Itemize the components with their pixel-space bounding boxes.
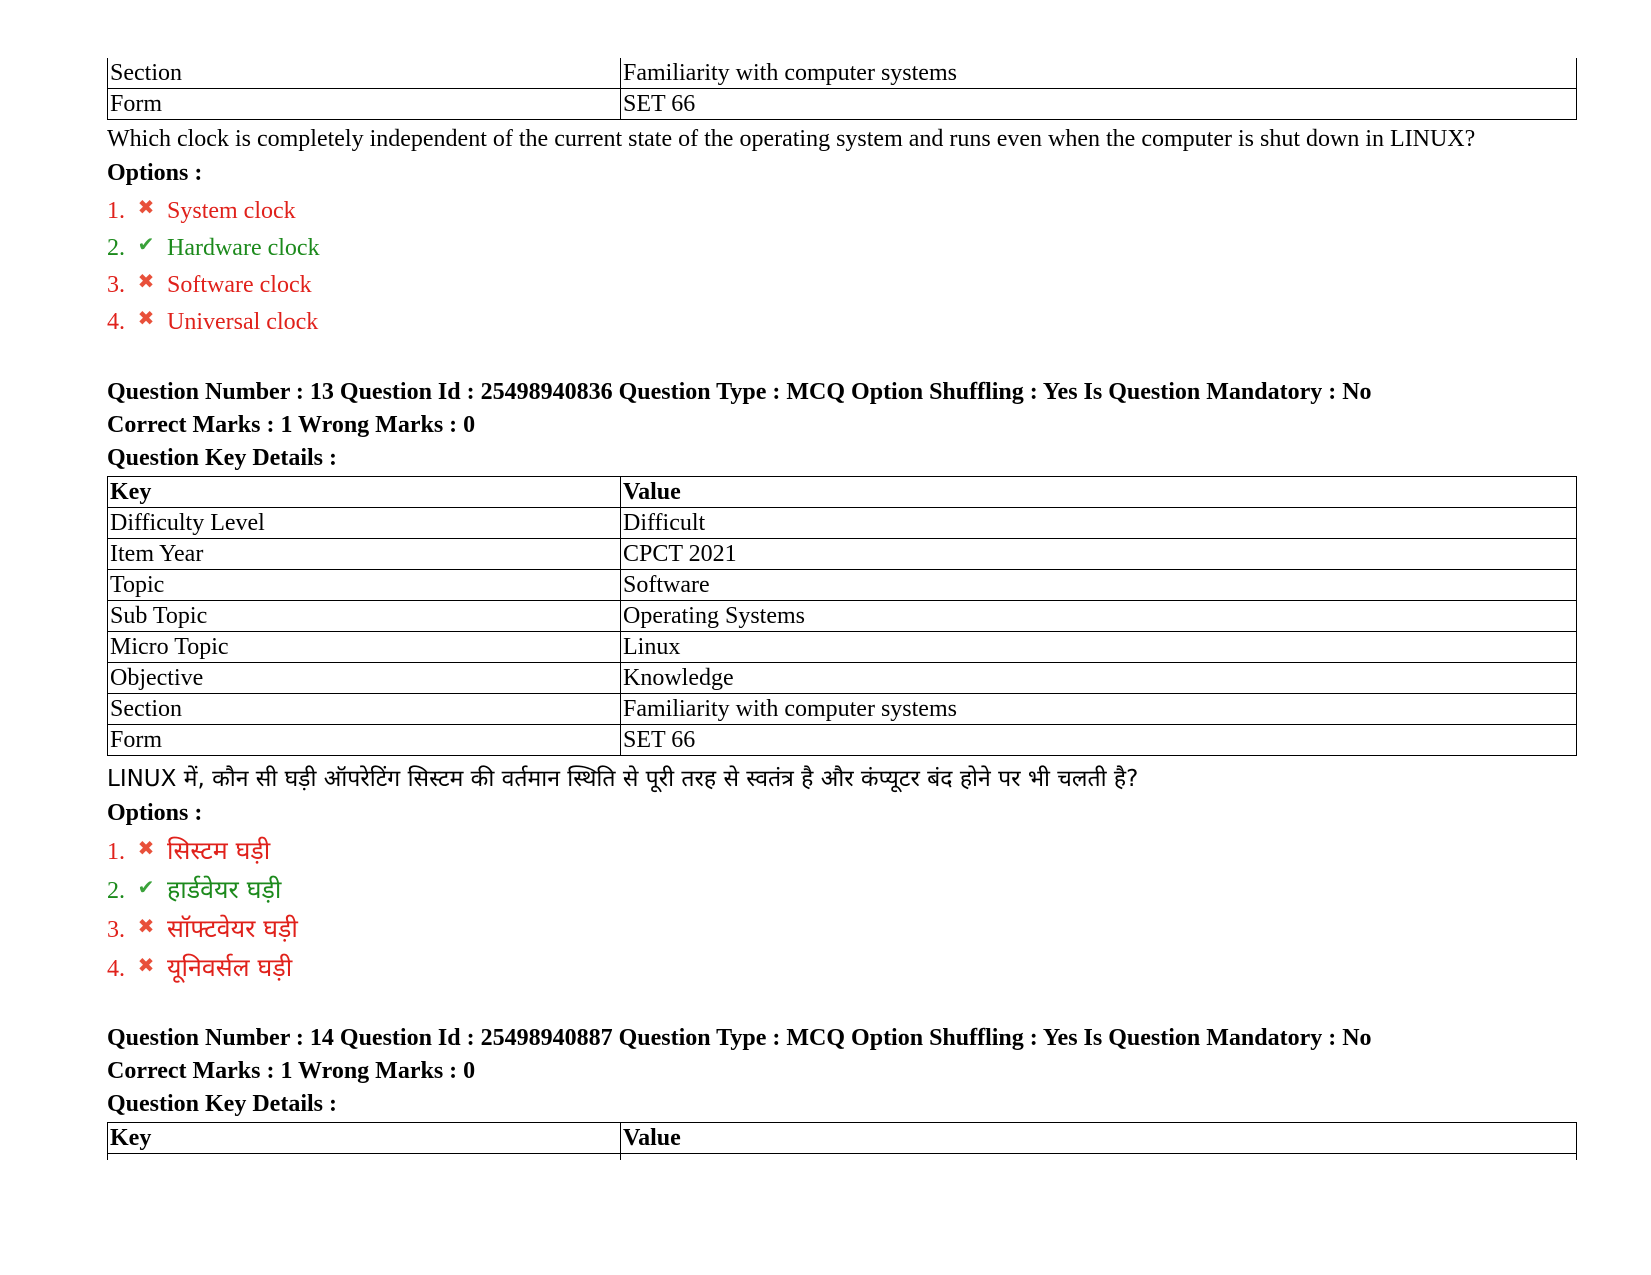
- key-cell: Section: [108, 694, 621, 725]
- option-number: 2.: [107, 235, 125, 261]
- table-row: [108, 694, 1577, 725]
- value-cell: Operating Systems: [621, 601, 1577, 632]
- key-cell: Objective: [108, 663, 621, 694]
- value-cell: CPCT 2021: [621, 539, 1577, 570]
- value-cell: Familiarity with computer systems: [621, 58, 1577, 89]
- option-text: हार्डवेयर घड़ी: [167, 875, 282, 904]
- cross-icon: ✖: [137, 955, 155, 977]
- option-text: System clock: [167, 198, 296, 224]
- option-number: 1.: [107, 198, 125, 224]
- option-3: [107, 908, 1577, 947]
- question-14-marks: Correct Marks : 1 Wrong Marks : 0: [107, 1058, 476, 1084]
- question-14-key-details-table: [107, 1122, 1577, 1160]
- table-row: [108, 508, 1577, 539]
- key-cell: [108, 1154, 621, 1161]
- option-number: 3.: [107, 272, 125, 298]
- cross-icon: ✖: [137, 308, 155, 330]
- options-label: Options :: [107, 160, 203, 186]
- table-row: [108, 58, 1577, 89]
- option-3: [107, 264, 1577, 301]
- key-cell: Micro Topic: [108, 632, 621, 663]
- key-cell: Topic: [108, 570, 621, 601]
- key-cell: Sub Topic: [108, 601, 621, 632]
- option-2: [107, 869, 1577, 908]
- cross-icon: ✖: [137, 197, 155, 219]
- key-header: Key: [108, 1123, 621, 1154]
- table-row-partial: [108, 1154, 1577, 1161]
- value-cell: Knowledge: [621, 663, 1577, 694]
- key-cell: Difficulty Level: [108, 508, 621, 539]
- option-4: [107, 301, 1577, 338]
- question-14-header: Question Number : 14 Question Id : 25498940887 Question Type : MCQ Option Shuffling : Yes Is Question Mandatory : No: [107, 1025, 1372, 1051]
- prev-key-details-table: [107, 58, 1577, 120]
- table-row: [108, 725, 1577, 756]
- key-header: Key: [108, 477, 621, 508]
- value-cell: [621, 1154, 1577, 1161]
- question-12-options: [107, 190, 1577, 338]
- table-row: [108, 539, 1577, 570]
- value-cell: Linux: [621, 632, 1577, 663]
- table-row: [108, 663, 1577, 694]
- question-13-marks: Correct Marks : 1 Wrong Marks : 0: [107, 412, 476, 438]
- question-13-options: [107, 830, 1577, 986]
- document-page: [107, 58, 1577, 1160]
- option-4: [107, 947, 1577, 986]
- option-text: Hardware clock: [167, 235, 320, 261]
- value-cell: SET 66: [621, 89, 1577, 120]
- key-cell: Form: [108, 725, 621, 756]
- table-row: [108, 89, 1577, 120]
- value-cell: Difficult: [621, 508, 1577, 539]
- table-header-row: [108, 1123, 1577, 1154]
- question-13-key-details-table: [107, 476, 1577, 756]
- value-cell: Familiarity with computer systems: [621, 694, 1577, 725]
- check-icon: ✔: [137, 234, 155, 256]
- option-2: [107, 227, 1577, 264]
- question-14-key-details-label: Question Key Details :: [107, 1091, 337, 1117]
- option-number: 4.: [107, 309, 125, 335]
- key-cell: Form: [108, 89, 621, 120]
- value-cell: SET 66: [621, 725, 1577, 756]
- key-cell: Item Year: [108, 539, 621, 570]
- options-label: Options :: [107, 800, 203, 826]
- value-cell: Software: [621, 570, 1577, 601]
- option-number: 3.: [107, 917, 125, 943]
- option-text: यूनिवर्सल घड़ी: [167, 953, 293, 982]
- key-cell: Section: [108, 58, 621, 89]
- option-number: 1.: [107, 839, 125, 865]
- option-1: [107, 830, 1577, 869]
- option-text: सिस्टम घड़ी: [167, 836, 271, 865]
- table-row: [108, 601, 1577, 632]
- question-12-text: Which clock is completely independent of the current state of the operating system and runs even when the computer is shut down in LINUX?: [107, 126, 1476, 152]
- cross-icon: ✖: [137, 916, 155, 938]
- table-row: [108, 632, 1577, 663]
- question-13-key-details-label: Question Key Details :: [107, 445, 337, 471]
- option-text: Universal clock: [167, 309, 319, 335]
- cross-icon: ✖: [137, 838, 155, 860]
- option-text: सॉफ्टवेयर घड़ी: [167, 914, 298, 943]
- question-13-header: Question Number : 13 Question Id : 25498940836 Question Type : MCQ Option Shuffling : Yes Is Question Mandatory : No: [107, 379, 1372, 405]
- cross-icon: ✖: [137, 271, 155, 293]
- table-row: [108, 570, 1577, 601]
- option-number: 2.: [107, 878, 125, 904]
- option-text: Software clock: [167, 272, 312, 298]
- check-icon: ✔: [137, 877, 155, 899]
- value-header: Value: [621, 477, 1577, 508]
- question-13-text: LINUX में, कौन सी घड़ी ऑपरेटिंग सिस्टम की वर्तमान स्थिति से पूरी तरह से स्वतंत्र है और कंप्यूटर बंद होने पर भी चलती है?: [107, 766, 1139, 792]
- table-header-row: [108, 477, 1577, 508]
- option-number: 4.: [107, 956, 125, 982]
- option-1: [107, 190, 1577, 227]
- value-header: Value: [621, 1123, 1577, 1154]
